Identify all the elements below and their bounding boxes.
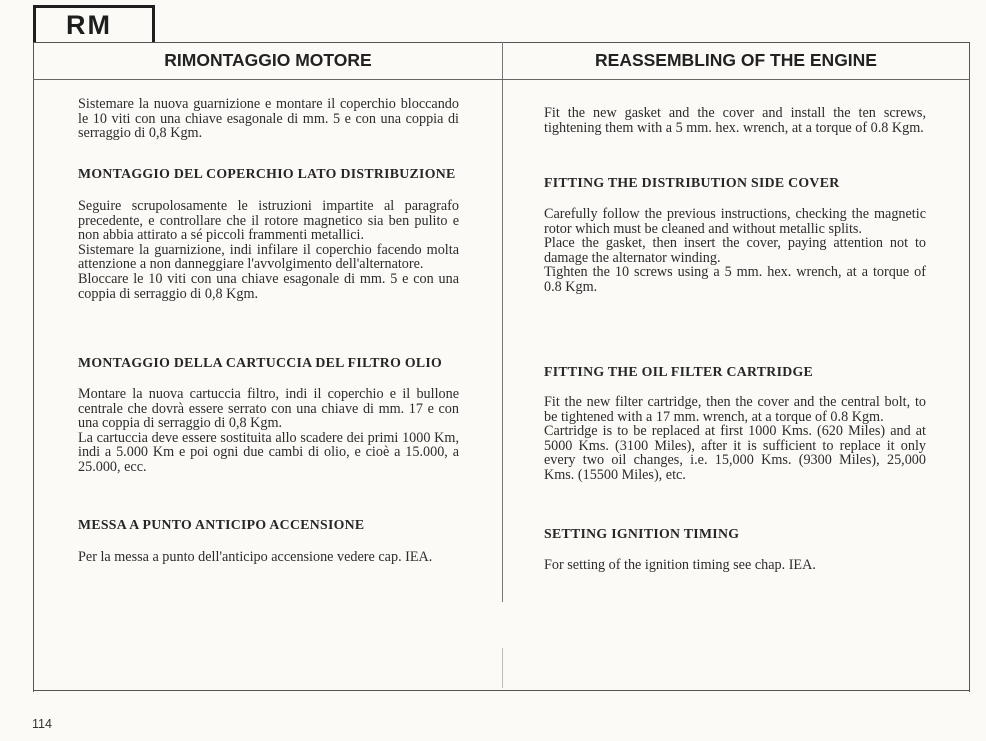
italian-paragraph: Per la messa a punto dell'anticipo accensione vedere cap. IEA. (78, 549, 433, 565)
english-section-filter (544, 395, 926, 483)
english-intro: Fit the new gasket and the cover and install the ten screws, tightening them with a 5 mm. hex. wrench, at a torque of 0.8 Kgm. (544, 105, 926, 136)
italian-intro: Sistemare la nuova guarnizione e montare il coperchio bloccando le 10 viti con una chiave esagonale di mm. 5 e con una coppia di serraggio di 0,8 Kgm. (78, 96, 459, 142)
italian-heading-ignition: MESSA A PUNTO ANTICIPO ACCENSIONE (78, 517, 365, 532)
italian-heading-filter: MONTAGGIO DELLA CARTUCCIA DEL FILTRO OLIO (78, 355, 443, 370)
english-paragraph: For setting of the ignition timing see chap. IEA. (544, 557, 816, 573)
column-divider-lower (502, 648, 503, 688)
section-tag: RM (33, 5, 155, 43)
italian-title: RIMONTAGGIO MOTORE (164, 50, 372, 70)
title-rule (33, 79, 970, 80)
italian-section-cover (78, 199, 459, 301)
italian-paragraph: Bloccare le 10 viti con una chiave esagonale di mm. 5 e con una coppia di serraggio di 0,8 Kgm. (78, 270, 459, 302)
italian-paragraph: Montare la nuova cartuccia filtro, indi il coperchio e il bullone centrale che dovrà essere serrato con una chiave di mm. 17 e con una coppia di serraggio di 0,8 Kgm. (78, 386, 459, 432)
italian-paragraph: La cartuccia deve essere sostituita allo scadere dei primi 1000 Km, indi a 5.000 Km e poi ogni due cambi di olio, e cioè a 15.000, a 25.000, ecc. (78, 429, 459, 475)
page-number: 114 (32, 717, 52, 731)
english-heading-ignition: SETTING IGNITION TIMING (544, 526, 740, 541)
english-section-ignition (544, 558, 926, 573)
italian-paragraph: Sistemare la guarnizione, indi infilare il coperchio facendo molta attenzione a non danneggiare l'avvolgimento dell'alternatore. (78, 241, 459, 273)
frame-bottom-rule (33, 690, 970, 691)
italian-section-filter (78, 387, 459, 475)
frame-right-rule (969, 42, 970, 692)
italian-heading-cover: MONTAGGIO DEL COPERCHIO LATO DISTRIBUZIONE (78, 166, 456, 181)
english-paragraph: Fit the new filter cartridge, then the cover and the central bolt, to be tightened with a 17 mm. wrench, at a torque of 0.8 Kgm. (544, 394, 926, 425)
english-heading-filter: FITTING THE OIL FILTER CARTRIDGE (544, 364, 814, 379)
italian-paragraph: Seguire scrupolosamente le istruzioni impartite al paragrafo precedente, e controllare che il rotore magnetico sia ben pulito e non abbia attirato a sé piccoli frammenti metallici. (78, 198, 459, 244)
frame-left-rule (33, 42, 34, 692)
english-title: REASSEMBLING OF THE ENGINE (595, 50, 877, 70)
english-paragraph: Tighten the 10 screws using a 5 mm. hex. wrench, at a torque of 0.8 Kgm. (544, 264, 926, 295)
english-paragraph: Cartridge is to be replaced at first 1000 Kms. (620 Miles) and at 5000 Kms. (3100 Miles), after it is sufficient to replace it only every two oil changes, i.e. 15,000 Kms. (9300 Miles), 25,000 Kms. (15500 Miles), etc. (544, 423, 926, 483)
english-paragraph: Carefully follow the previous instructions, checking the magnetic rotor which must be cleaned and without metallic splits. (544, 206, 926, 237)
english-paragraph: Place the gasket, then insert the cover, paying attention not to damage the alternator winding. (544, 235, 926, 266)
italian-section-ignition (78, 550, 459, 565)
english-heading-cover: FITTING THE DISTRIBUTION SIDE COVER (544, 175, 840, 190)
column-divider (502, 42, 503, 602)
english-section-cover (544, 207, 926, 295)
